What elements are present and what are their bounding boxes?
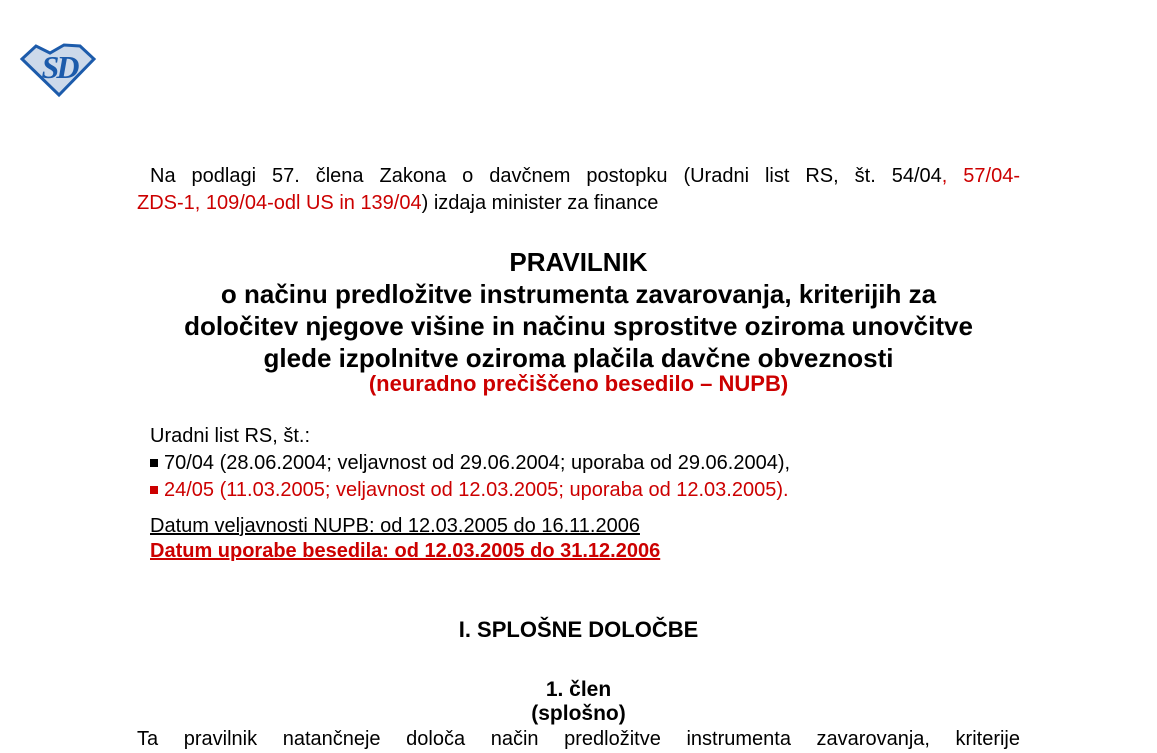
square-bullet-icon — [150, 459, 158, 467]
title-line-1: PRAVILNIK — [509, 247, 648, 277]
intro-paragraph — [137, 163, 1020, 217]
intro-line2-red: ZDS-1, 109/04-odl US in 139/04 — [137, 192, 422, 214]
section-heading: I. SPLOŠNE DOLOČBE — [458, 617, 699, 642]
document-title — [137, 246, 1020, 374]
gazette-heading: Uradni list RS, št.: — [150, 425, 311, 447]
article-body-first-line: Ta pravilnik natančneje določa način predložitve instrumenta zavarovanja, kriterije — [137, 728, 1020, 750]
square-bullet-icon — [150, 486, 158, 494]
title-subtitle-nupb: (neuradno prečiščeno besedilo – NUPB) — [368, 371, 789, 396]
validity-usage-line: Datum uporabe besedila: od 12.03.2005 do 31.12.2006 — [150, 540, 661, 562]
title-line-2: o načinu predložitve instrumenta zavarovanja, kriterijih za — [220, 279, 937, 309]
gazette-item-text: 24/05 (11.03.2005; veljavnost od 12.03.2005; uporaba od 12.03.2005). — [164, 479, 789, 501]
gazette-item-text: 70/04 (28.06.2004; veljavnost od 29.06.2004; uporaba od 29.06.2004), — [164, 452, 791, 474]
intro-line1-red: , 57/04- — [941, 165, 1020, 187]
article-number: 1. člen — [545, 678, 612, 701]
gazette-item — [150, 478, 789, 502]
intro-line2-black: ) izdaja minister za finance — [421, 192, 659, 214]
validity-nupb-line: Datum veljavnosti NUPB: od 12.03.2005 do 16.11.2006 — [150, 515, 640, 537]
gazette-item — [150, 451, 790, 475]
intro-line-2 — [137, 190, 1020, 217]
sd-diamond-shield — [19, 42, 97, 98]
article-subtitle: (splošno) — [531, 702, 626, 725]
sd-logo-icon — [19, 42, 97, 98]
title-line-3: določitev njegove višine in načinu sprostitve oziroma unovčitve — [184, 311, 973, 341]
logo-letters: SD — [41, 49, 77, 85]
intro-line1-black: Na podlagi 57. člena Zakona o davčnem postopku (Uradni list RS, št. 54/04 — [150, 165, 942, 187]
intro-line-1 — [137, 163, 1020, 190]
title-line-4: glede izpolnitve oziroma plačila davčne obveznosti — [263, 343, 894, 373]
